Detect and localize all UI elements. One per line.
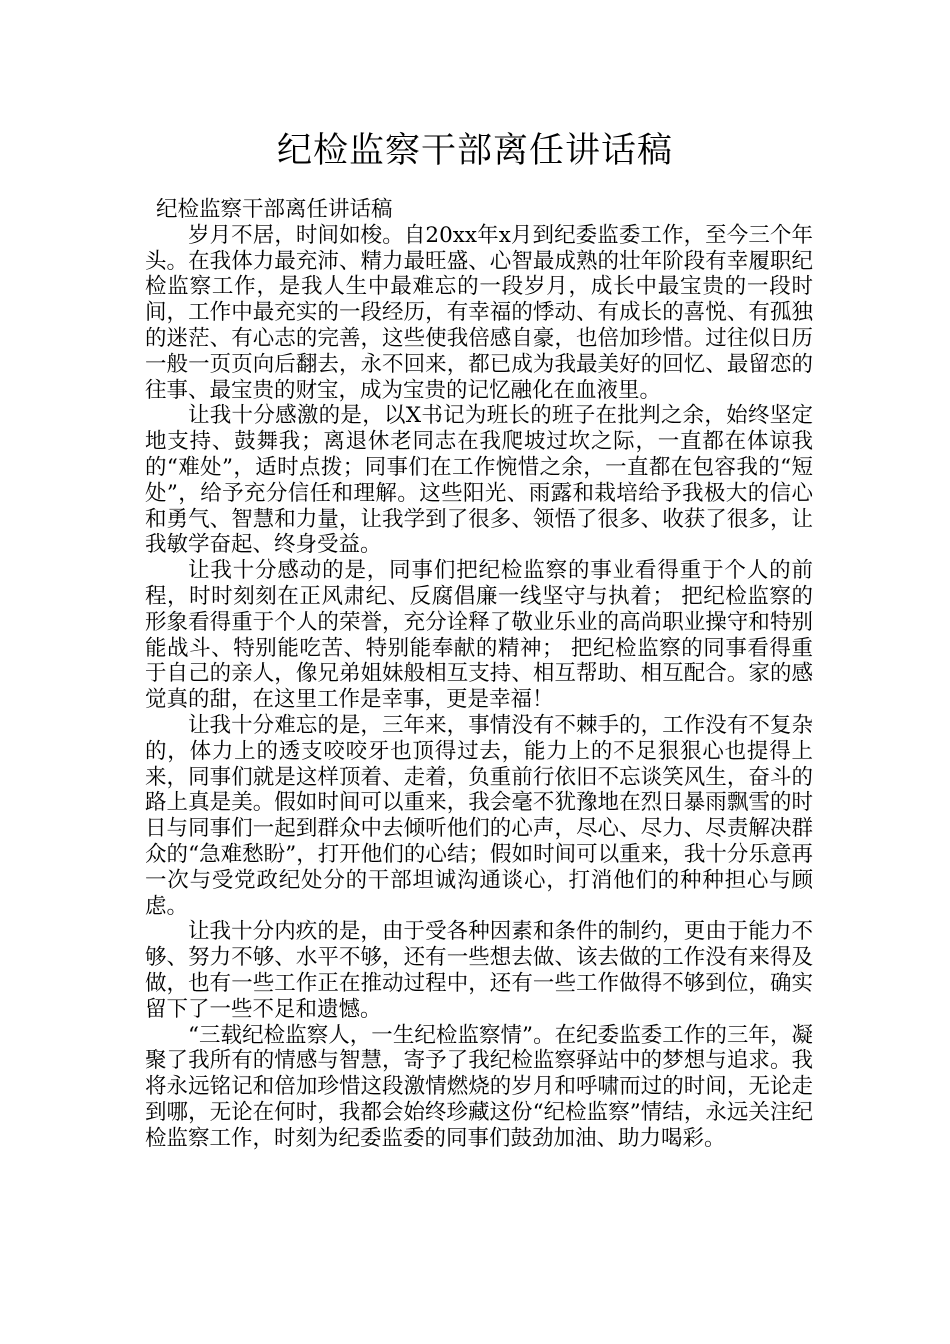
document-body <box>145 197 813 1151</box>
paragraph: 让我十分内疚的是，由于受各种因素和条件的制约，更由于能力不够、努力不够、水平不够，还有一些想去做、该去做的工作没有来得及做，也有一些工作正在推动过程中，还有一些工作做得不够到位，确实留下了一些不足和遗憾。 <box>145 919 813 1022</box>
paragraph: 岁月不居，时间如梭。自20xx年x月到纪委监委工作，至今三个年头。在我体力最充沛、精力最旺盛、心智最成熟的壮年阶段有幸履职纪检监察工作，是我人生中最难忘的一段岁月，成长中最宝贵的一段时间，工作中最充实的一段经历，有幸福的悸动、有成长的喜悦、有孤独的迷茫、有心志的完善，这些使我倍感自豪，也倍加珍惜。过往似日历一般一页页向后翻去，永不回来，都已成为我最美好的回忆、最留恋的往事、最宝贵的财宝，成为宝贵的记忆融化在血液里。 <box>145 222 813 403</box>
paragraph: 让我十分感激的是，以X书记为班长的班子在批判之余，始终坚定地支持、鼓舞我；离退休老同志在我爬坡过坎之际，一直都在体谅我的“难处”，适时点拨；同事们在工作惋惜之余，一直都在包容我的“短处”，给予充分信任和理解。这些阳光、雨露和栽培给予我极大的信心和勇气、智慧和力量，让我学到了很多、领悟了很多、收获了很多，让我敏学奋起、终身受益。 <box>145 403 813 558</box>
document-title: 纪检监察干部离任讲话稿 <box>276 131 673 171</box>
document-subtitle: 纪检监察干部离任讲话稿 <box>156 197 393 222</box>
paragraph: 让我十分感动的是，同事们把纪检监察的事业看得重于个人的前程，时时刻刻在正风肃纪、反腐倡廉一线坚守与执着； 把纪检监察的形象看得重于个人的荣誉，充分诠释了敬业乐业的高尚职业操守和特别能战斗、特别能吃苦、特别能奉献的精神； 把纪检监察的同事看得重于自己的亲人，像兄弟姐妹般相互支持、相互帮助、相互配合。家的感觉真的甜，在这里工作是幸事，更是幸福！ <box>145 558 813 713</box>
paragraph: 让我十分难忘的是，三年来，事情没有不棘手的，工作没有不复杂的，体力上的透支咬咬牙也顶得过去，能力上的不足狠狠心也提得上来，同事们就是这样顶着、走着，负重前行依旧不忘谈笑风生，奋斗的路上真是美。假如时间可以重来，我会毫不犹豫地在烈日暴雨飘雪的时日与同事们一起到群众中去倾听他们的心声，尽心、尽力、尽责解决群众的“急难愁盼”，打开他们的心结；假如时间可以重来，我十分乐意再一次与受党政纪处分的干部坦诚沟通谈心，打消他们的种种担心与顾虑。 <box>145 712 813 919</box>
paragraph: “三载纪检监察人，一生纪检监察情”。在纪委监委工作的三年，凝聚了我所有的情感与智慧，寄予了我纪检监察驿站中的梦想与追求。我将永远铭记和倍加珍惜这段激情燃烧的岁月和呼啸而过的时间，无论走到哪，无论在何时，我都会始终珍藏这份“纪检监察”情结，永远关注纪检监察工作，时刻为纪委监委的同事们鼓劲加油、助力喝彩。 <box>145 1022 813 1151</box>
